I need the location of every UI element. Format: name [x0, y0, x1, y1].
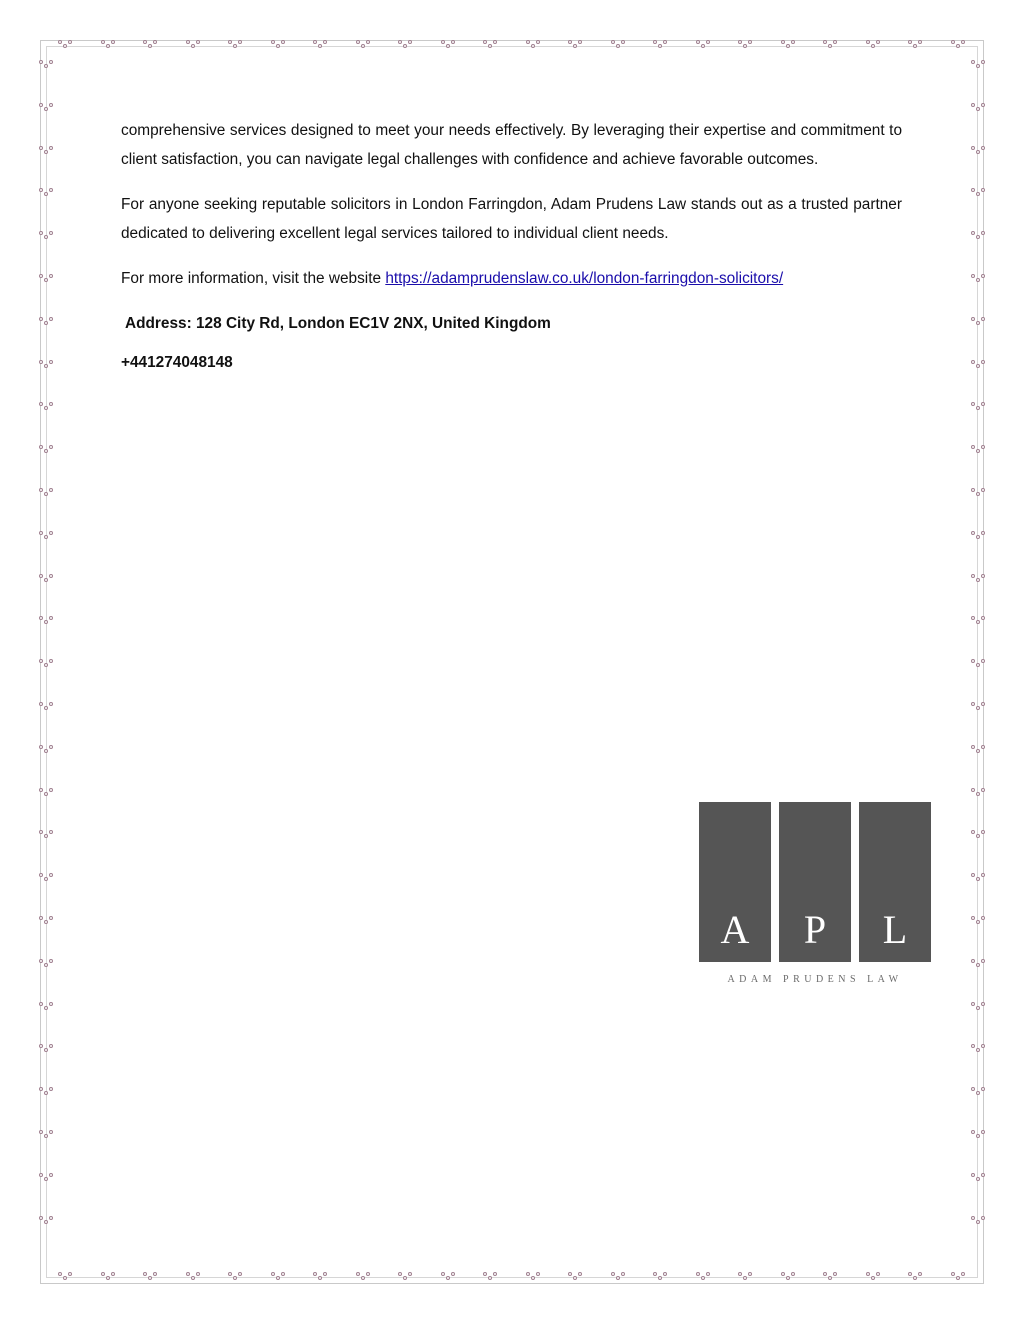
paragraph-more-info [121, 264, 902, 293]
logo-letter-p: P [803, 907, 827, 952]
more-info-text: For more information, visit the website [121, 270, 386, 287]
address-line: Address: 128 City Rd, London EC1V 2NX, United Kingdom [125, 315, 551, 332]
phone-number: +441274048148 [121, 354, 233, 371]
logo-column-p [779, 802, 851, 962]
company-logo [699, 802, 931, 992]
paragraph-recommendation: For anyone seeking reputable solicitors in London Farringdon, Adam Prudens Law stands out as a trusted partner dedicated to delivering excellent legal services tailored to individual client needs. [121, 196, 902, 242]
document-body [121, 116, 902, 377]
website-link[interactable]: https://adamprudenslaw.co.uk/london-farringdon-solicitors/ [385, 270, 784, 287]
logo-letter-l: L [882, 907, 908, 952]
logo-column-a [699, 802, 771, 962]
paragraph-services: comprehensive services designed to meet your needs effectively. By leveraging their expertise and commitment to client satisfaction, you can navigate legal challenges with confidence and achieve favorable outcomes. [121, 122, 902, 168]
logo-column-l [859, 802, 931, 962]
logo-letter-a: A [720, 907, 750, 952]
logo-firm-name: ADAM PRUDENS LAW [727, 974, 903, 985]
